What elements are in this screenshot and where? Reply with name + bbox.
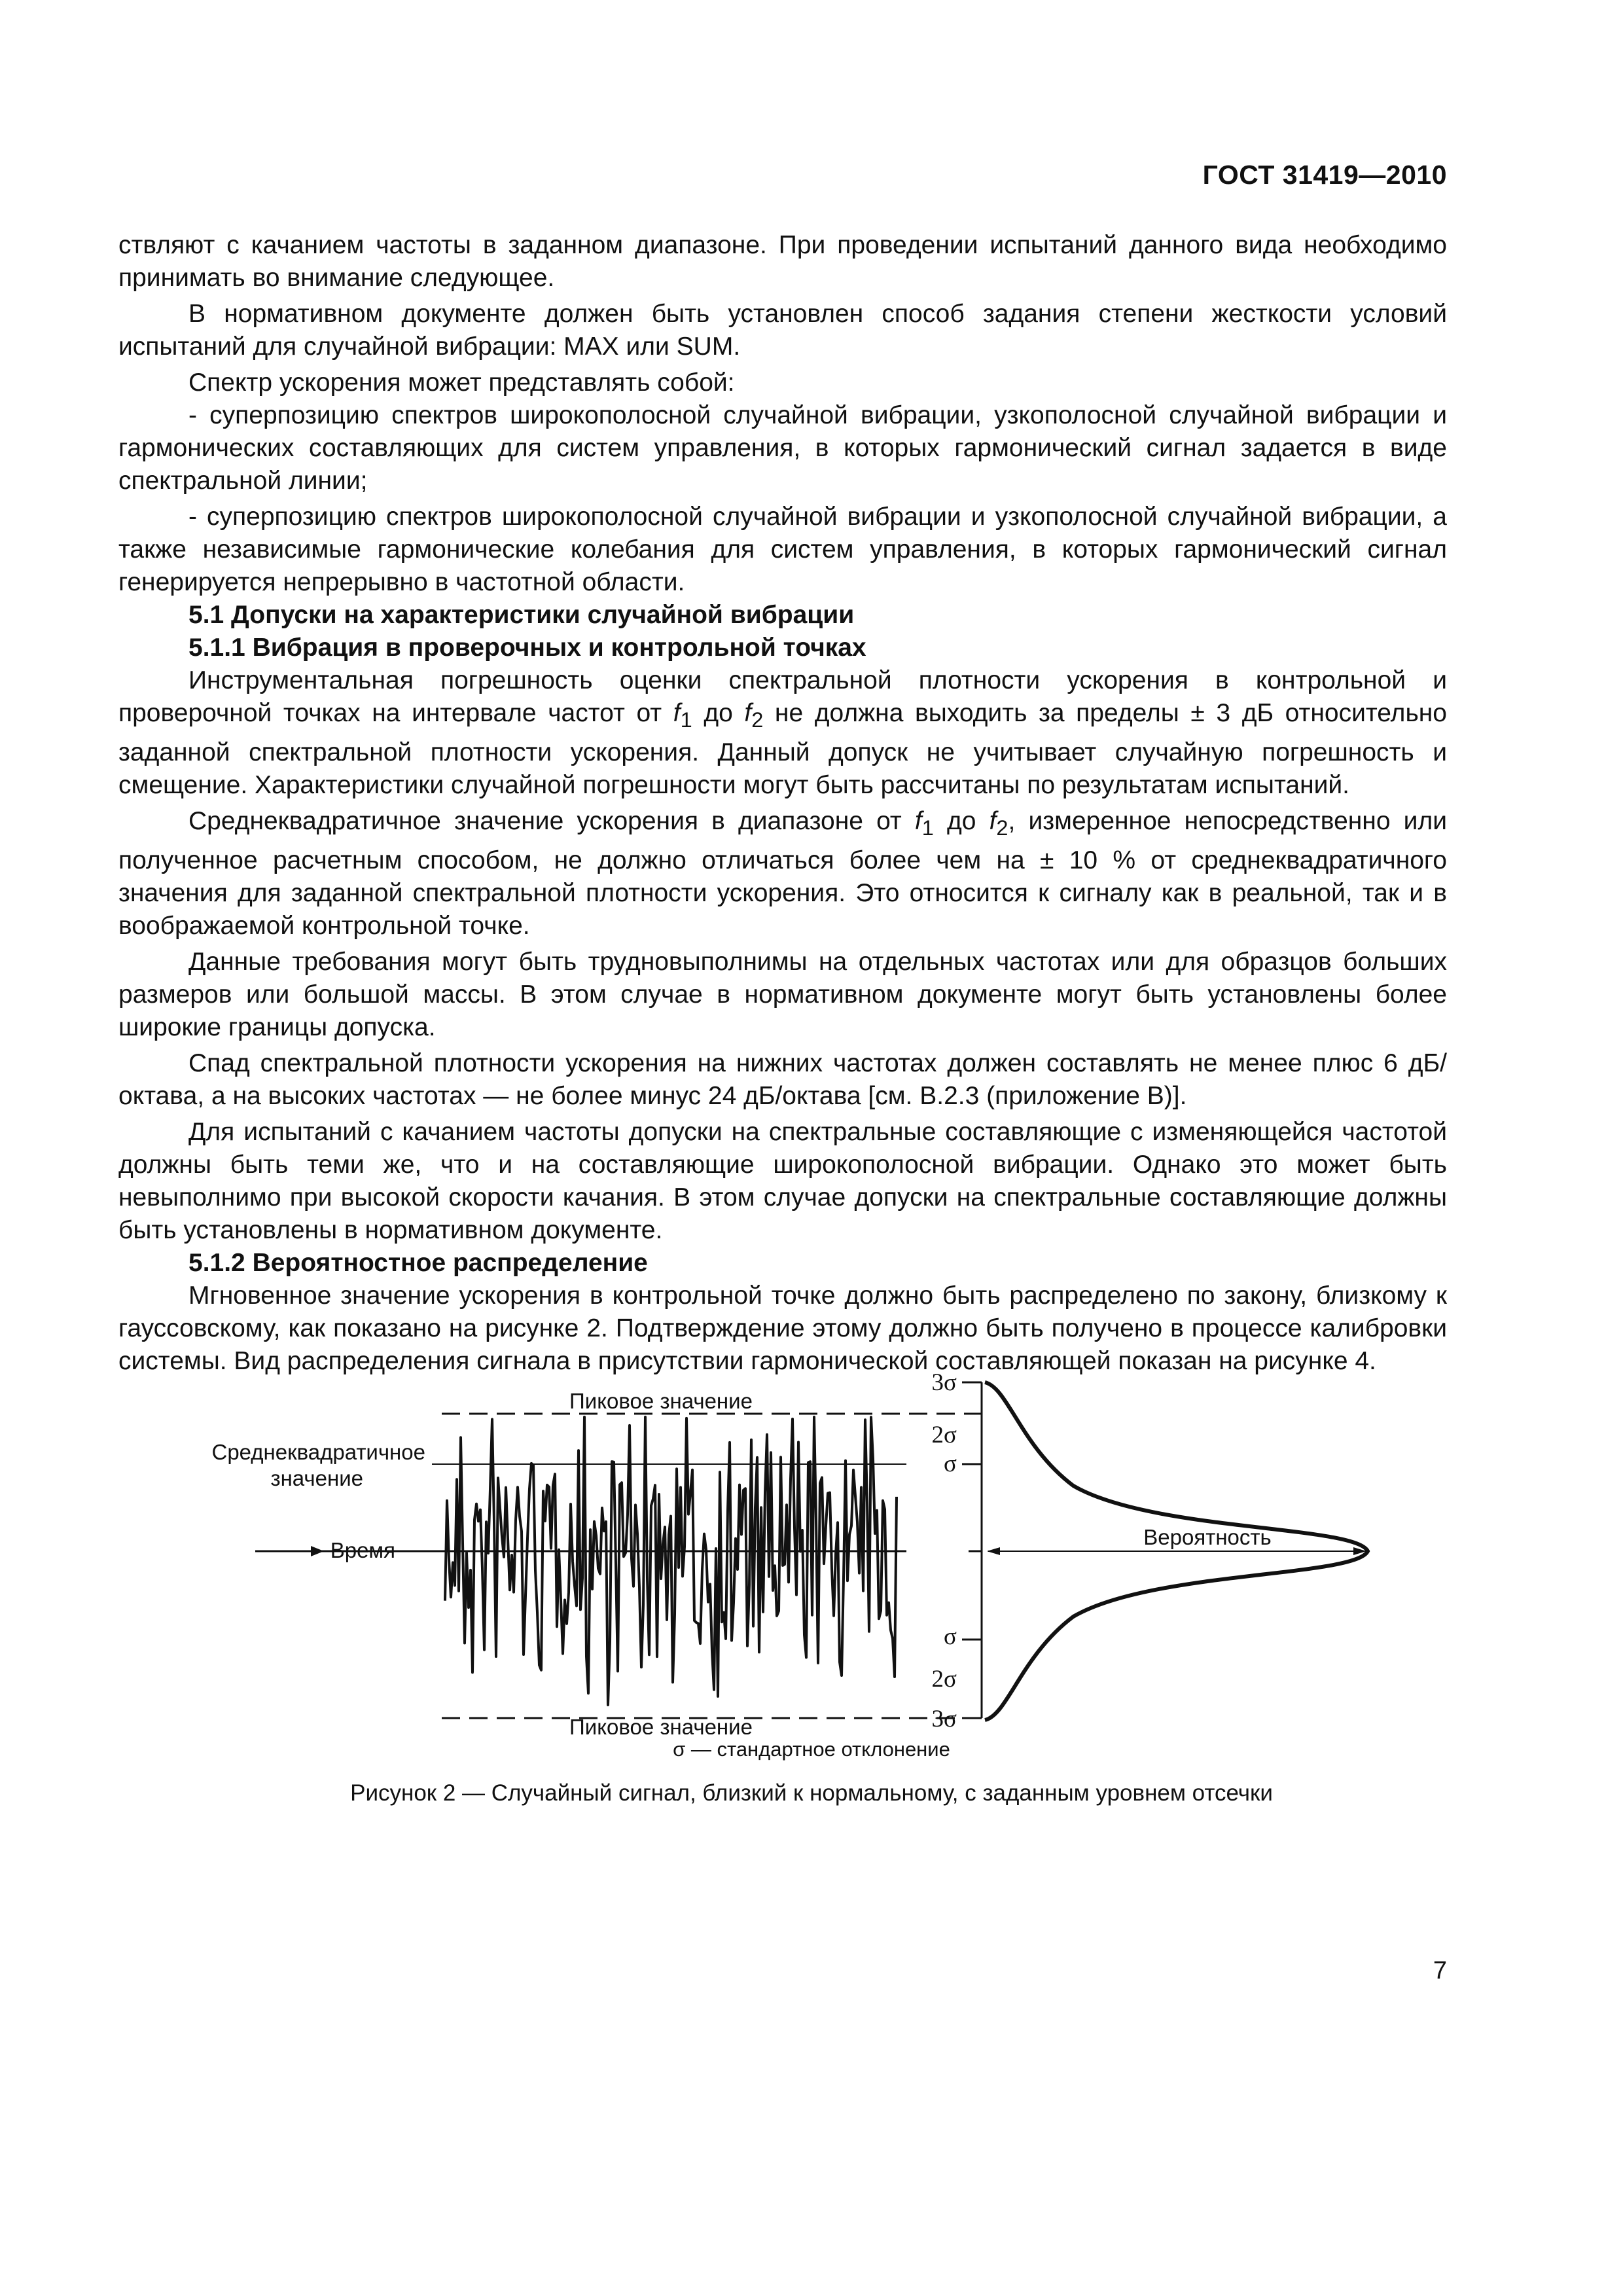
time-arrow-icon [311, 1546, 324, 1556]
paragraph [118, 664, 1447, 802]
time-label: Время [330, 1538, 395, 1562]
sigma-label-3-bottom: 3σ [931, 1706, 957, 1732]
text-run: до [933, 806, 990, 835]
subscript: 1 [921, 816, 934, 840]
signal-trace [445, 1417, 897, 1705]
text-run: Инструментальная погрешность оценки спектральной плотности ускорения в контрольной и проверочной точках на интервале частот от [118, 666, 1447, 727]
paragraph: Данные требования могут быть трудновыполнимы на отдельных частотах или для образцов больших размеров или большой массы. В этом случае в нормативном документе могут быть установлены более широкие границы допуска. [118, 947, 1447, 1041]
text-run: до [692, 699, 745, 727]
symbol: f [744, 699, 752, 727]
rms-label-line2: значение [270, 1466, 363, 1490]
paragraph: Спектр ускорения может представлять собой: [188, 368, 735, 397]
subscript: 1 [680, 708, 692, 732]
paragraph: Для испытаний с качанием частоты допуски на спектральные составляющие с изменяющейся частотой должны быть теми же, что и на составляющие широкополосной вибрации. Однако это может быть невыполнимо при высокой скорости качания. В этом случае допуски на спектральные составляющие должны быть установлены в нормативном документе. [118, 1117, 1447, 1244]
paragraph: Спад спектральной плотности ускорения на нижних частотах должен составлять не менее плюс 6 дБ/октава, а на высоких частотах — не более минус 24 дБ/октава [см. В.2.3 (приложение В)]. [118, 1049, 1447, 1110]
text-run: Среднеквадратичное значение ускорения в диапазоне от [188, 806, 915, 835]
subsection-heading: 5.1.1 Вибрация в проверочных и контрольной точках [188, 634, 866, 662]
sigma-label-1-bottom: σ [944, 1623, 957, 1650]
sigma-label-3-top: 3σ [931, 1369, 957, 1396]
sigma-label-2-bottom: 2σ [931, 1666, 957, 1693]
list-item: - суперпозицию спектров широкополосной случайной вибрации и узкополосной случайной вибрации, а также независимые гармонические колебания для систем управления, в которых гармонический сигнал генерируется непрерывно в частотной области. [118, 503, 1447, 596]
sigma-label-2-top: 2σ [931, 1422, 957, 1448]
subsection-heading: 5.1.2 Вероятностное распределение [188, 1248, 648, 1277]
random-signal [445, 1417, 897, 1705]
figure-svg [0, 1361, 1623, 1734]
figure-2 [0, 1361, 1623, 1734]
document-header: ГОСТ 31419—2010 [1202, 160, 1447, 190]
paragraph: В нормативном документе должен быть установлен способ задания степени жесткости условий испытаний для случайной вибрации: MAX или SUM. [118, 300, 1447, 361]
peak-label-top: Пиковое значение [569, 1389, 753, 1413]
rms-label-line1: Среднеквадратичное [211, 1440, 425, 1464]
page-number: 7 [1433, 1957, 1447, 1984]
probability-label: Вероятность [1143, 1525, 1272, 1549]
peak-label-bottom: Пиковое значение [569, 1715, 753, 1734]
text-run: , измеренное непосредственно или полученное расчетным способом, не должно отличаться более чем на ± 10 % от среднеквадратичного значения для заданной спектральной плотности ускорения. Это относится к сигналу как в реальной, так и в воображаемой контрольной точке. [118, 806, 1447, 940]
subscript: 2 [751, 708, 764, 732]
text-run: не должна выходить за пределы ± 3 дБ относительно заданной спектральной плотности ускорения. Данный допуск не учитывает случайную погрешность и смещение. Характеристики случайной погрешности могут быть рассчитаны по результатам испытаний. [118, 699, 1447, 799]
subscript: 2 [996, 816, 1008, 840]
paragraph: ствляют с качанием частоты в заданном диапазоне. При проведении испытаний данного вида необходимо принимать во внимание следующее. [118, 231, 1447, 292]
list-item: - суперпозицию спектров широкополосной случайной вибрации, узкополосной случайной вибрации и гармонических составляющих для систем управления, в которых гармонический сигнал задается в виде спектральной линии; [118, 401, 1447, 495]
paragraph: Мгновенное значение ускорения в контрольной точке должно быть распределено по закону, близкому к гауссовскому, как показано на рисунке 2. Подтверждение этому должно быть получено в процессе калибровки системы. Вид распределения сигнала в присутствии гармонической составляющей показан на рисунке 4. [118, 1281, 1447, 1375]
section-heading: 5.1 Допуски на характеристики случайной вибрации [188, 601, 855, 629]
symbol: f [914, 806, 922, 835]
body-text [118, 229, 1447, 1378]
symbol: f [673, 699, 681, 727]
arrow-left-icon [987, 1547, 1000, 1555]
paragraph [118, 805, 1447, 942]
sigma-label-1-top: σ [944, 1450, 957, 1477]
symbol: f [989, 806, 997, 835]
figure-legend: σ — стандартное отклонение [673, 1738, 950, 1761]
figure-caption: Рисунок 2 — Случайный сигнал, близкий к нормальному, с заданным уровнем отсечки [350, 1780, 1273, 1806]
